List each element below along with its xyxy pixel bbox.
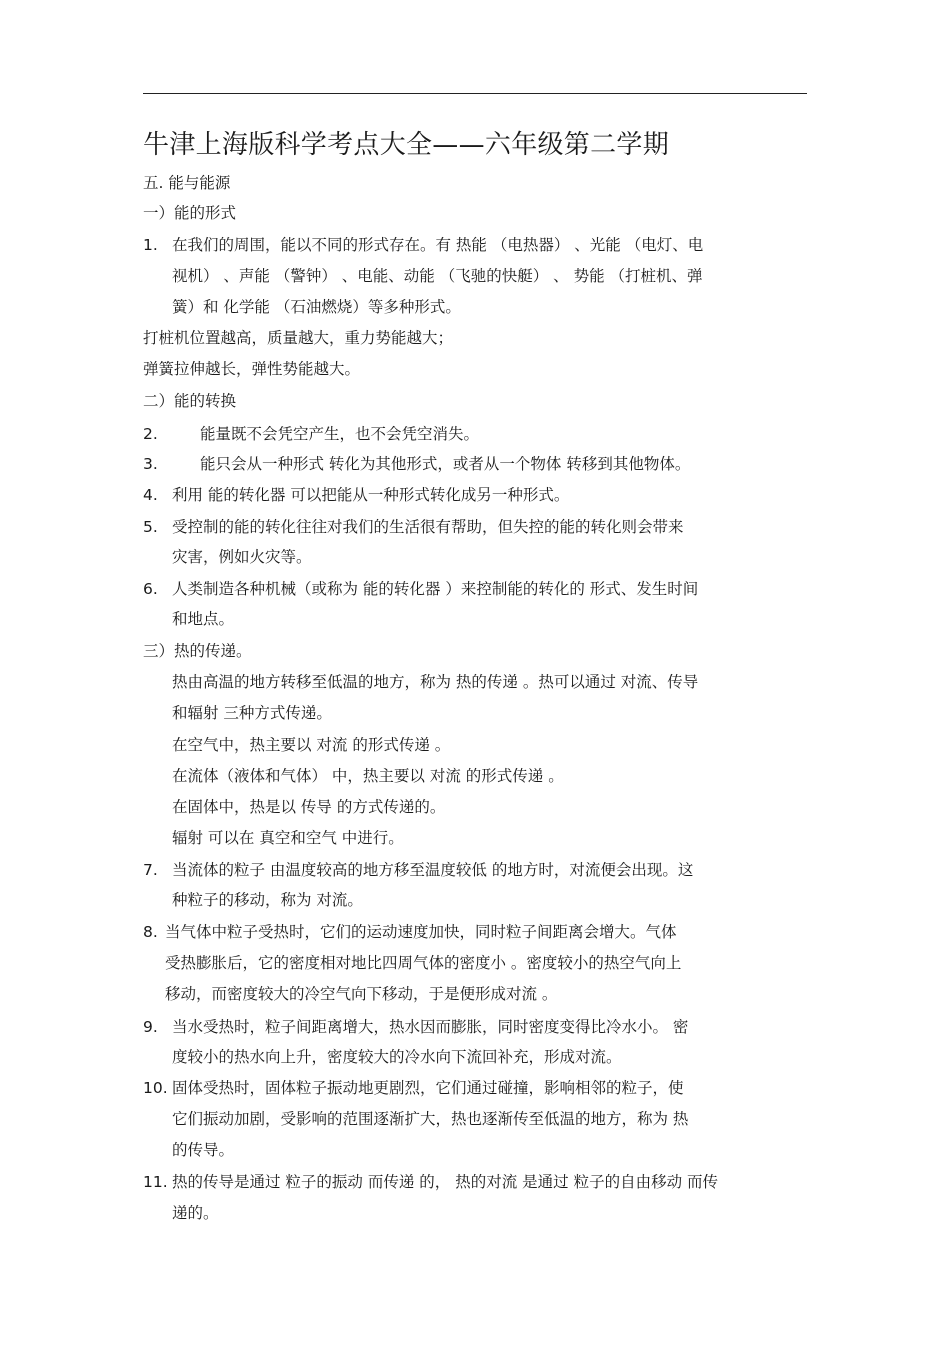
paragraph-line: 受控制的能的转化往往对我们的生活很有帮助，但失控的能的转化则会带来 bbox=[172, 518, 684, 536]
header-rule bbox=[143, 93, 807, 94]
paragraph-line: 递的。 bbox=[172, 1204, 219, 1222]
paragraph-line: 受热膨胀后，它的密度相对地比四周气体的密度小 。密度较小的热空气向上 bbox=[165, 954, 682, 972]
paragraph-line: 热的传导是通过 粒子的振动 而传递 的， 热的对流 是通过 粒子的自由移动 而传 bbox=[172, 1173, 718, 1191]
paragraph-line: 种粒子的移动，称为 对流。 bbox=[172, 891, 363, 909]
paragraph-line: 和地点。 bbox=[172, 610, 235, 628]
item-number: 4. bbox=[143, 486, 158, 504]
subsection-heading: 三）热的传递。 bbox=[143, 642, 252, 660]
item-number: 10. bbox=[143, 1079, 168, 1097]
paragraph-line: 人类制造各种机械（或称为 能的转化器 ）来控制能的转化的 形式、发生时间 bbox=[172, 580, 699, 598]
paragraph-line: 的传导。 bbox=[172, 1141, 235, 1159]
paragraph-line: 固体受热时，固体粒子振动地更剧烈，它们通过碰撞，影响相邻的粒子，使 bbox=[172, 1079, 684, 1097]
paragraph-line: 打桩机位置越高，质量越大，重力势能越大； bbox=[143, 329, 454, 347]
paragraph-line: 当气体中粒子受热时，它们的运动速度加快，同时粒子间距离会增大。气体 bbox=[165, 923, 677, 941]
item-number: 2. bbox=[143, 425, 158, 443]
paragraph-line: 它们振动加剧，受影响的范围逐渐扩大，热也逐渐传至低温的地方，称为 热 bbox=[172, 1110, 689, 1128]
paragraph-line: 簧）和 化学能 （石油燃烧）等多种形式。 bbox=[172, 298, 461, 316]
paragraph-line: 度较小的热水向上升，密度较大的冷水向下流回补充，形成对流。 bbox=[172, 1048, 622, 1066]
subsection-heading: 一）能的形式 bbox=[143, 204, 237, 222]
item-number: 6. bbox=[143, 580, 158, 598]
paragraph-line: 弹簧拉伸越长，弹性势能越大。 bbox=[143, 360, 361, 378]
item-number: 11. bbox=[143, 1173, 168, 1191]
paragraph-line: 灾害，例如火灾等。 bbox=[172, 548, 312, 566]
paragraph-line: 在流体（液体和气体） 中，热主要以 对流 的形式传递 。 bbox=[172, 767, 564, 785]
paragraph-line: 在我们的周围，能以不同的形式存在。有 热能 （电热器） 、光能 （电灯、电 bbox=[172, 236, 704, 254]
paragraph-line: 当流体的粒子 由温度较高的地方移至温度较低 的地方时，对流便会出现。这 bbox=[172, 861, 694, 879]
page-title: 牛津上海版科学考点大全——六年级第二学期 bbox=[143, 130, 670, 160]
paragraph-line: 在空气中，热主要以 对流 的形式传递 。 bbox=[172, 736, 451, 754]
item-number: 5. bbox=[143, 518, 158, 536]
paragraph-line: 当水受热时，粒子间距离增大，热水因而膨胀，同时密度变得比冷水小。 密 bbox=[172, 1018, 689, 1036]
paragraph-line: 在固体中，热是以 传导 的方式传递的。 bbox=[172, 798, 446, 816]
paragraph-line: 能量既不会凭空产生，也不会凭空消失。 bbox=[200, 425, 480, 443]
paragraph-line: 热由高温的地方转移至低温的地方，称为 热的传递 。热可以通过 对流、传导 bbox=[172, 673, 699, 691]
paragraph-line: 视机） 、声能 （警钟） 、电能、动能 （飞驰的快艇） 、 势能 （打桩机、弹 bbox=[172, 267, 703, 285]
paragraph-line: 移动，而密度较大的冷空气向下移动，于是便形成对流 。 bbox=[165, 985, 558, 1003]
paragraph-line: 辐射 可以在 真空和空气 中进行。 bbox=[172, 829, 404, 847]
section-heading: 五. 能与能源 bbox=[143, 174, 231, 192]
item-number: 3. bbox=[143, 455, 158, 473]
item-number: 8. bbox=[143, 923, 158, 941]
paragraph-line: 利用 能的转化器 可以把能从一种形式转化成另一种形式。 bbox=[172, 486, 570, 504]
subsection-heading: 二）能的转换 bbox=[143, 392, 237, 410]
paragraph-line: 能只会从一种形式 转化为其他形式，或者从一个物体 转移到其他物体。 bbox=[200, 455, 691, 473]
item-number: 7. bbox=[143, 861, 158, 879]
item-number: 9. bbox=[143, 1018, 158, 1036]
paragraph-line: 和辐射 三种方式传递。 bbox=[172, 704, 332, 722]
item-number: 1. bbox=[143, 236, 158, 254]
